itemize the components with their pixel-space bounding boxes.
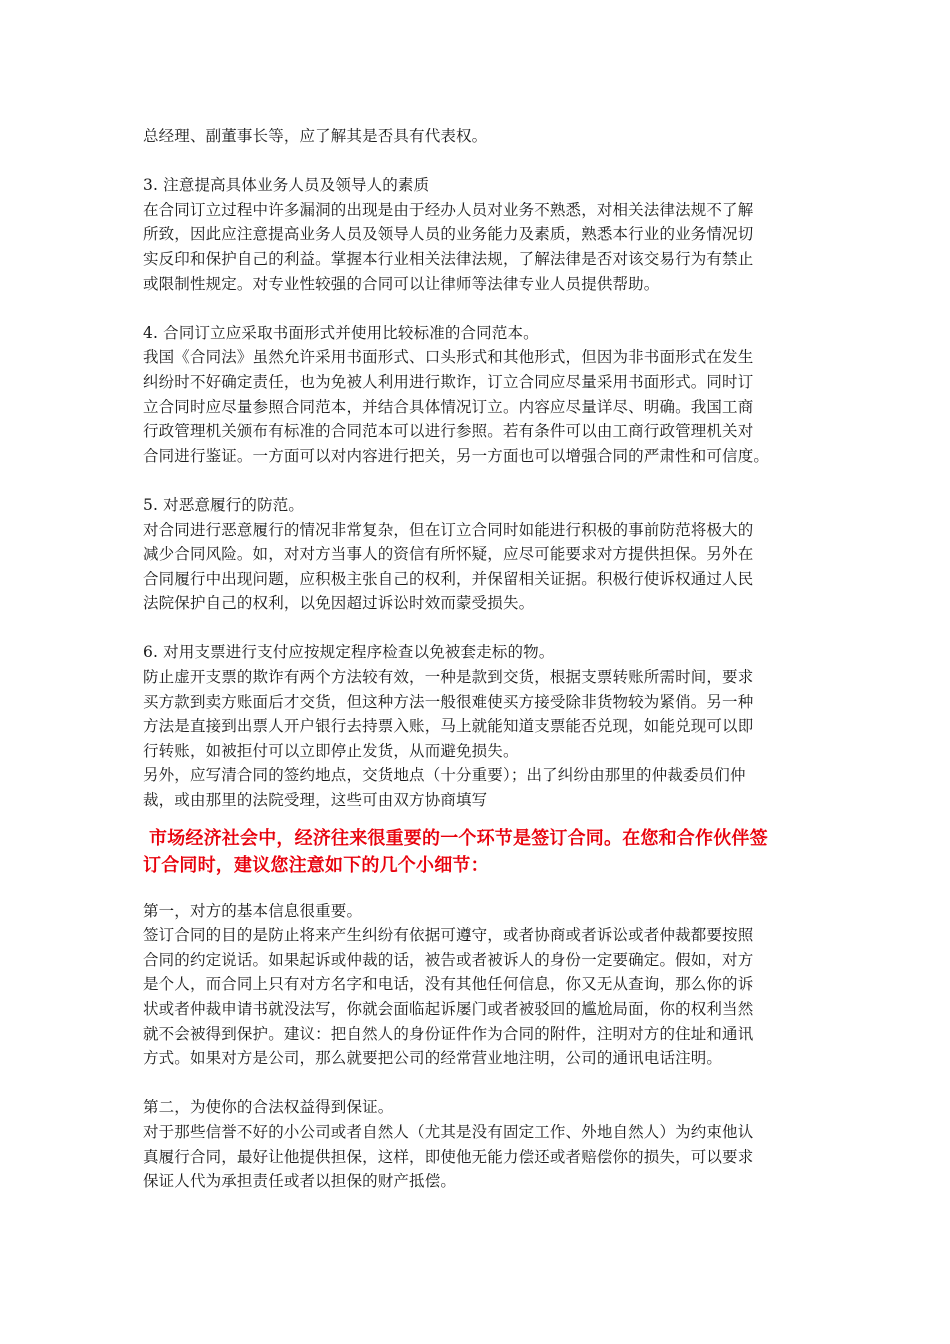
section-6-line: 行转账，如被拒付可以立即停止发货，从而避免损失。 [143, 741, 519, 760]
section-4-line: 立合同时应尽量参照合同范本，并结合具体情况订立。内容应尽量详尽、明确。我国工商 [143, 397, 754, 416]
section-5-line: 对合同进行恶意履行的情况非常复杂，但在订立合同时如能进行积极的事前防范将极大的 [143, 520, 754, 539]
section-6-line: 另外，应写清合同的签约地点，交货地点（十分重要）；出了纠纷由那里的仲裁委员们仲 [143, 766, 746, 785]
section-3-heading: 3. 注意提高具体业务人员及领导人的素质 [143, 176, 430, 195]
section-4-line: 合同进行鉴证。一方面可以对内容进行把关，另一方面也可以增强合同的严肃性和可信度。 [143, 446, 770, 465]
section-6-line: 防止虚开支票的欺诈有两个方法较有效，一种是款到交货，根据支票转账所需时间，要求 [143, 668, 754, 687]
part-1-line: 合同的约定说话。如果起诉或仲裁的话，被告或者被诉人的身份一定要确定。假如，对方 [143, 950, 754, 969]
section-5-line: 法院保护自己的权利，以免因超过诉讼时效而蒙受损失。 [143, 594, 535, 613]
part-2-heading: 第二，为使你的合法权益得到保证。 [143, 1098, 394, 1117]
section-5-heading: 5. 对恶意履行的防范。 [143, 495, 305, 514]
part-1-line: 状或者仲裁申请书就没法写，你就会面临起诉屡门或者被驳回的尴尬局面，你的权利当然 [143, 1000, 754, 1018]
highlight-line: 市场经济社会中，经济往来很重要的一个环节是签订合同。在您和合作伙伴签 [149, 827, 768, 849]
section-3-line: 所致，因此应注意提高业务人员及领导人员的业务能力及素质，熟悉本行业的业务情况切 [143, 225, 754, 244]
section-3-line: 在合同订立过程中许多漏洞的出现是由于经办人员对业务不熟悉，对相关法律法规不了解 [143, 200, 754, 219]
part-1-line: 就不会被得到保护。建议：把自然人的身份证件作为合同的附件，注明对方的住址和通讯 [143, 1024, 754, 1043]
section-4-heading: 4. 合同订立应采取书面形式并使用比较标准的合同范本。 [143, 323, 539, 342]
section-6-line: 买方款到卖方账面后才交货，但这种方法一般很难使买方接受除非货物较为紧俏。另一种 [143, 692, 754, 711]
highlight-line: 订合同时，建议您注意如下的几个小细节： [143, 854, 489, 876]
section-3-line: 实反印和保护自己的利益。掌握本行业相关法律法规，了解法律是否对该交易行为有禁止 [143, 249, 754, 268]
part-2-line: 真履行合同，最好让他提供担保，这样，即使他无能力偿还或者赔偿你的损失，可以要求 [143, 1147, 754, 1166]
part-1-heading: 第一，对方的基本信息很重要。 [143, 901, 363, 920]
intro-line: 总经理、副董事长等，应了解其是否具有代表权。 [143, 127, 488, 145]
section-6-line: 方法是直接到出票人开户银行去持票入账，马上就能知道支票能否兑现，如能兑现可以即 [143, 717, 754, 736]
document-page [143, 124, 811, 1194]
part-2-line: 对于那些信誉不好的小公司或者自然人（尤其是没有固定工作、外地自然人）为约束他认 [143, 1122, 754, 1141]
part-1-line: 签订合同的目的是防止将来产生纠纷有依据可遵守，或者协商或者诉讼或者仲裁都要按照 [143, 926, 754, 945]
part-1-line: 是个人，而合同上只有对方名字和电话，没有其他任何信息，你又无从查询，那么你的诉 [143, 975, 754, 994]
part-1-line: 方式。如果对方是公司，那么就要把公司的经常营业地注明，公司的通讯电话注明。 [143, 1049, 723, 1068]
section-5-line: 减少合同风险。如，对对方当事人的资信有所怀疑，应尽可能要求对方提供担保。另外在 [143, 545, 754, 564]
section-6-heading: 6. 对用支票进行支付应按规定程序检查以免被套走标的物。 [143, 643, 555, 662]
section-4-line: 我国《合同法》虽然允许采用书面形式、口头形式和其他形式，但因为非书面形式在发生 [143, 348, 754, 367]
section-3-line: 或限制性规定。对专业性较强的合同可以让律师等法律专业人员提供帮助。 [143, 274, 660, 293]
section-6-line: 裁，或由那里的法院受理，这些可由双方协商填写 [143, 791, 488, 810]
part-2-line: 保证人代为承担责任或者以担保的财产抵偿。 [143, 1172, 457, 1191]
section-5-line: 合同履行中出现问题，应积极主张自己的权利，并保留相关证据。积极行使诉权通过人民 [143, 569, 754, 588]
section-4-line: 行政管理机关颁布有标准的合同范本可以进行参照。若有条件可以由工商行政管理机关对 [143, 422, 754, 441]
section-4-line: 纠纷时不好确定责任，也为免被人利用进行欺诈，订立合同应尽量采用书面形式。同时订 [143, 372, 754, 391]
